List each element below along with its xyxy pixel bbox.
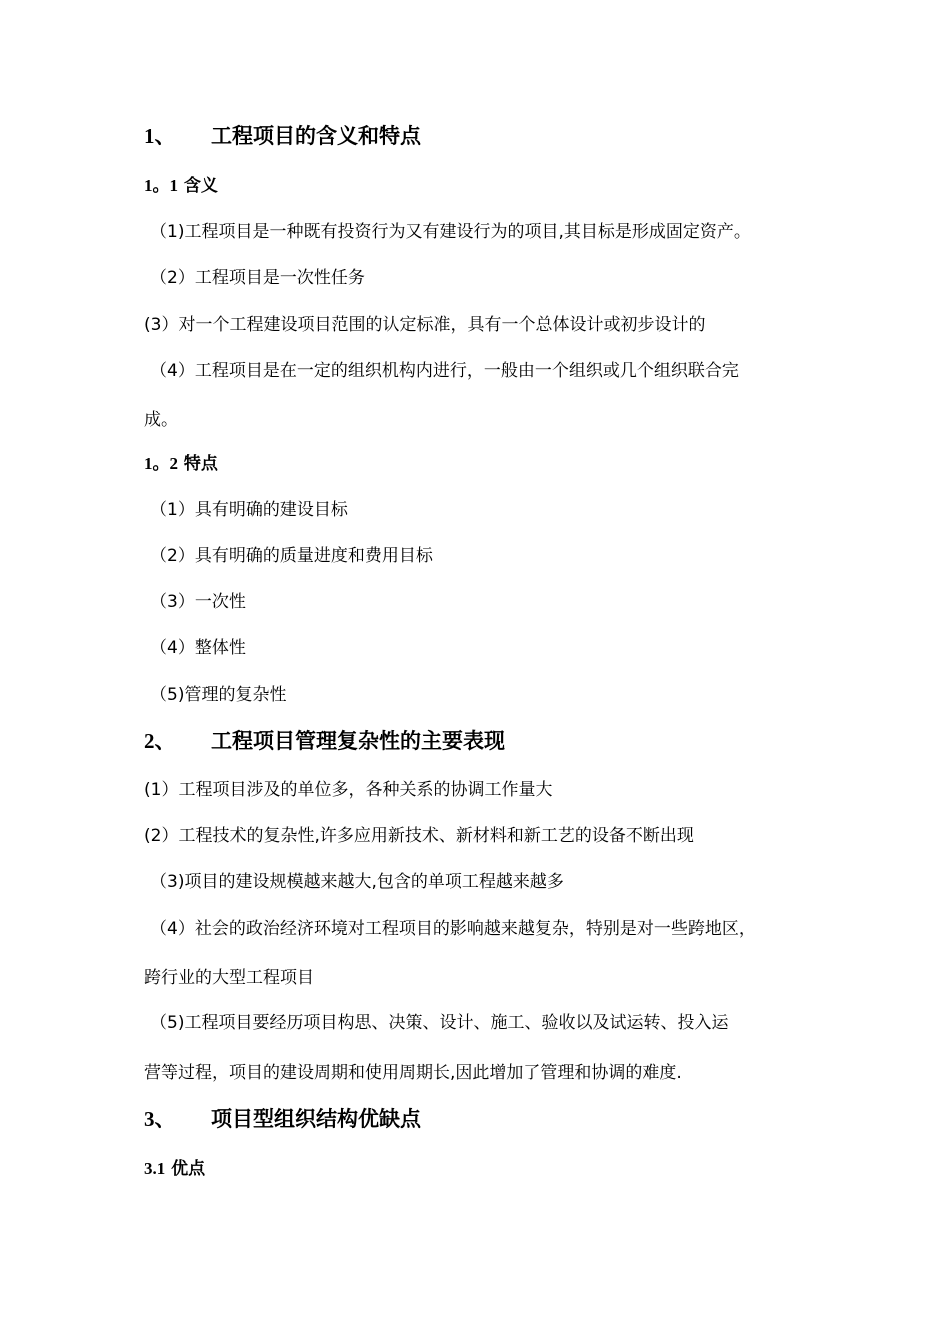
subsection-number: 1。1	[144, 176, 178, 195]
paragraph-line: （4）社会的政治经济环境对工程项目的影响越来越复杂，特别是对一些跨地区，	[150, 919, 756, 939]
subsection-heading-1-1	[144, 174, 218, 198]
subsection-number: 3.1	[144, 1159, 166, 1178]
paragraph-line: （3)项目的建设规模越来越大,包含的单项工程越来越多	[150, 872, 564, 892]
paragraph-line: （5)工程项目要经历项目构思、决策、设计、施工、验收以及试运转、投入运	[150, 1013, 729, 1033]
subsection-title: 含义	[183, 176, 218, 196]
paragraph-line: （1）具有明确的建设目标	[150, 500, 348, 520]
paragraph-line: (1）工程项目涉及的单位多，各种关系的协调工作量大	[144, 780, 553, 800]
subsection-title: 优点	[171, 1159, 206, 1179]
paragraph-line: 成。	[144, 410, 178, 430]
section-number: 3、	[144, 1107, 176, 1131]
section-title: 工程项目管理复杂性的主要表现	[211, 729, 505, 753]
paragraph-line: （1)工程项目是一种既有投资行为又有建设行为的项目,其目标是形成固定资产。	[150, 222, 751, 242]
paragraph-line: （2）工程项目是一次性任务	[150, 268, 365, 288]
paragraph-line: （2）具有明确的质量进度和费用目标	[150, 546, 433, 566]
subsection-heading-1-2	[144, 452, 218, 476]
paragraph-line: （4）整体性	[150, 638, 246, 658]
subsection-heading-3-1	[144, 1157, 205, 1181]
section-heading-1	[144, 121, 421, 151]
section-heading-3	[144, 1104, 421, 1134]
paragraph-line: （3）一次性	[150, 592, 246, 612]
paragraph-line: （4）工程项目是在一定的组织机构内进行，一般由一个组织或几个组织联合完	[150, 361, 739, 381]
section-title: 工程项目的含义和特点	[211, 124, 421, 148]
section-number: 1、	[144, 124, 176, 148]
section-number: 2、	[144, 729, 176, 753]
paragraph-line: (3）对一个工程建设项目范围的认定标准，具有一个总体设计或初步设计的	[144, 315, 706, 335]
subsection-number: 1。2	[144, 454, 178, 473]
section-heading-2	[144, 726, 505, 756]
paragraph-line: 营等过程，项目的建设周期和使用周期长,因此增加了管理和协调的难度.	[144, 1063, 682, 1083]
section-title: 项目型组织结构优缺点	[211, 1107, 421, 1131]
paragraph-line: 跨行业的大型工程项目	[144, 968, 314, 988]
paragraph-line: (2）工程技术的复杂性,许多应用新技术、新材料和新工艺的设备不断出现	[144, 826, 694, 846]
subsection-title: 特点	[183, 454, 218, 474]
paragraph-line: （5)管理的复杂性	[150, 685, 287, 705]
